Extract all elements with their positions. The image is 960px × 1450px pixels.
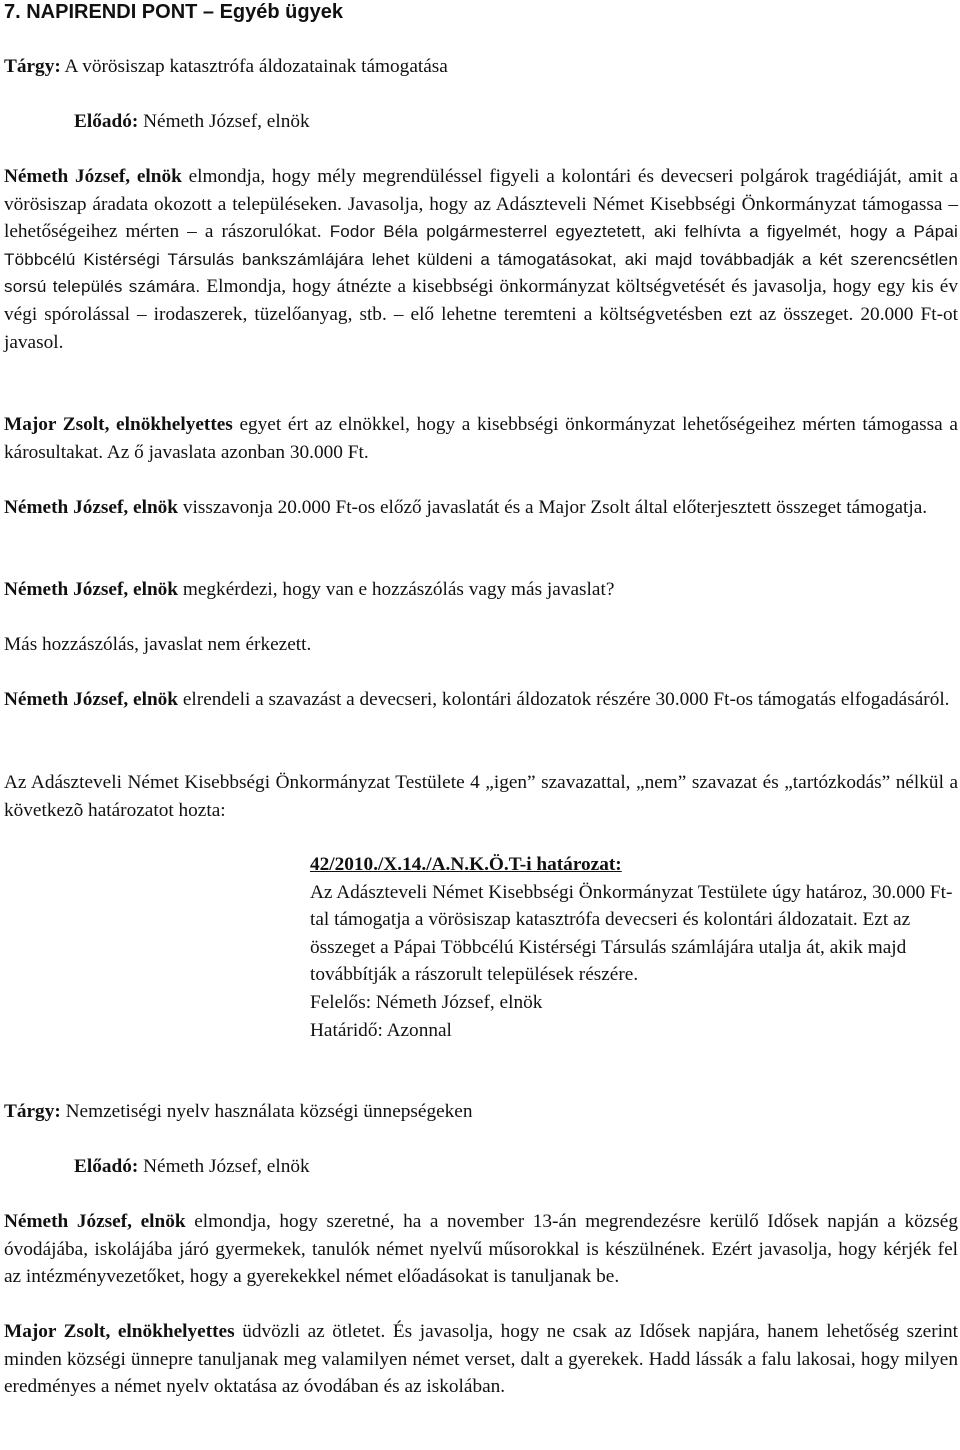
paragraph-text: elrendeli a szavazást a devecseri, kolontári áldozatok részére 30.000 Ft-os támogatás elfogadásáról.: [182, 689, 950, 710]
paragraph-major-1: [4, 411, 958, 466]
presenter-label: Előadó:: [74, 111, 139, 132]
paragraph-text-sans: Fodor Béla polgármesterrel egyeztetett, aki felhívta a figyelmét, hogy a Pápai Többcélú Kistérségi Társulás bankszámlájára lehet küldeni a támogatásokat, aki majd továbbadják a két szerencsétlen sorsú település számára.: [4, 222, 958, 297]
paragraph-text: Elmondja, hogy átnézte a kisebbségi önkormányzat költségvetését és javasolja, hogy egy kis év végi spórolással – irodaszerek, tüzelőanyag, stb. – elő lehetne teremteni a költségvetésben ezt az összeget. 20.000 Ft-ot javasol.: [4, 276, 958, 353]
resolution-deadline: Határidő: Azonnal: [310, 1019, 452, 1041]
resolution-block: [310, 851, 958, 1044]
paragraph-text: elmondja, hogy mély megrendüléssel figyeli a kolontári és devecseri polgárok tragédiáját, amit a vörösiszap áradata okozott a településeken. Javasolja, hogy az Adászteveli Német Kisebbségi Önkormányzat támogassa – lehetőségeihez mérten – a rászorulókat.: [4, 166, 959, 243]
paragraph-text: megkérdezi, hogy van e hozzászólás vagy más javaslat?: [182, 579, 615, 600]
subject-text: A vörösiszap katasztrófa áldozatainak támogatása: [64, 56, 448, 77]
speaker-name: Németh József, elnök: [4, 689, 179, 710]
paragraph-text: Más hozzászólás, javaslat nem érkezett.: [4, 634, 312, 655]
paragraph-text: üdvözli az ötletet. És javasolja, hogy ne csak az Idősek napjára, hanem lehetőség szerint minden községi ünnepre tanuljanak meg valamilyen német verset, dalt a gyerekek. Hadd lássák a falu lakosai, hogy milyen eredményes a német nyelv oktatása az óvodában és az iskolában.: [4, 1321, 958, 1398]
resolution-responsible: Felelős: Németh József, elnök: [310, 991, 543, 1013]
paragraph-no-comments: [4, 631, 958, 659]
subject-line-2: [4, 1098, 958, 1126]
paragraph-text: elmondja, hogy szeretné, ha a november 13-án megrendezésre kerülő Idősek napján a község óvodájába, iskolájába járó gyermekek, tanulók német nyelvű műsorokkal is készülnének. Ezért javasolja, hogy kérjék fel az intézményvezetőket, hogy a gyerekekkel német előadásokat is tanuljanak be.: [4, 1211, 958, 1288]
speaker-name: Németh József, elnök: [4, 166, 182, 187]
paragraph-nemeth-question: [4, 576, 958, 604]
paragraph-nemeth-withdraw: [4, 494, 958, 522]
speaker-name: Németh József, elnök: [4, 579, 179, 600]
subject-line-1: [4, 53, 958, 81]
paragraph-nemeth-intro: [4, 163, 958, 356]
subject-text: Nemzetiségi nyelv használata községi ünnepségeken: [65, 1101, 473, 1122]
presenter-line-2: [74, 1153, 958, 1181]
paragraph-nemeth-item2: [4, 1208, 958, 1291]
subject-label: Tárgy:: [4, 56, 61, 77]
presenter-line-1: [74, 108, 958, 136]
presenter-text: Németh József, elnök: [143, 1156, 310, 1177]
paragraph-text: Az Adászteveli Német Kisebbségi Önkormányzat Testülete 4 „igen” szavazattal, „nem” szavazat és „tartózkodás” nélkül a következõ határozatot hozta:: [4, 772, 958, 821]
paragraph-nemeth-vote: [4, 686, 958, 714]
paragraph-text: visszavonja 20.000 Ft-os előző javaslatát és a Major Zsolt által előterjesztett összeget támogatja.: [182, 497, 928, 518]
paragraph-vote-result: [4, 769, 958, 824]
speaker-name: Németh József, elnök: [4, 1211, 186, 1232]
paragraph-major-item2: [4, 1318, 958, 1401]
paragraph-text: egyet ért az elnökkel, hogy a kisebbségi önkormányzat lehetőségeihez mérten támogassa a károsultakat. Az ő javaslata azonban 30.000 Ft.: [4, 414, 958, 463]
subject-label: Tárgy:: [4, 1101, 61, 1122]
agenda-heading: 7. NAPIRENDI PONT – Egyéb ügyek: [4, 1, 343, 23]
speaker-name: Major Zsolt, elnökhelyettes: [4, 1321, 235, 1342]
resolution-title: 42/2010./X.14./A.N.K.Ö.T-i határozat:: [310, 854, 622, 875]
presenter-text: Németh József, elnök: [143, 111, 310, 132]
resolution-text: Az Adászteveli Német Kisebbségi Önkormányzat Testülete úgy határoz, 30.000 Ft-tal támogatja a vörösiszap katasztrófa devecseri és kolontári áldozatait. Ezt az összeget a Pápai Többcélú Kistérségi Társulás számlájára utalja át, akik majd továbbítják a rászorult települések részére.: [310, 881, 953, 986]
presenter-label: Előadó:: [74, 1156, 139, 1177]
speaker-name: Major Zsolt, elnökhelyettes: [4, 414, 233, 435]
speaker-name: Németh József, elnök: [4, 497, 179, 518]
